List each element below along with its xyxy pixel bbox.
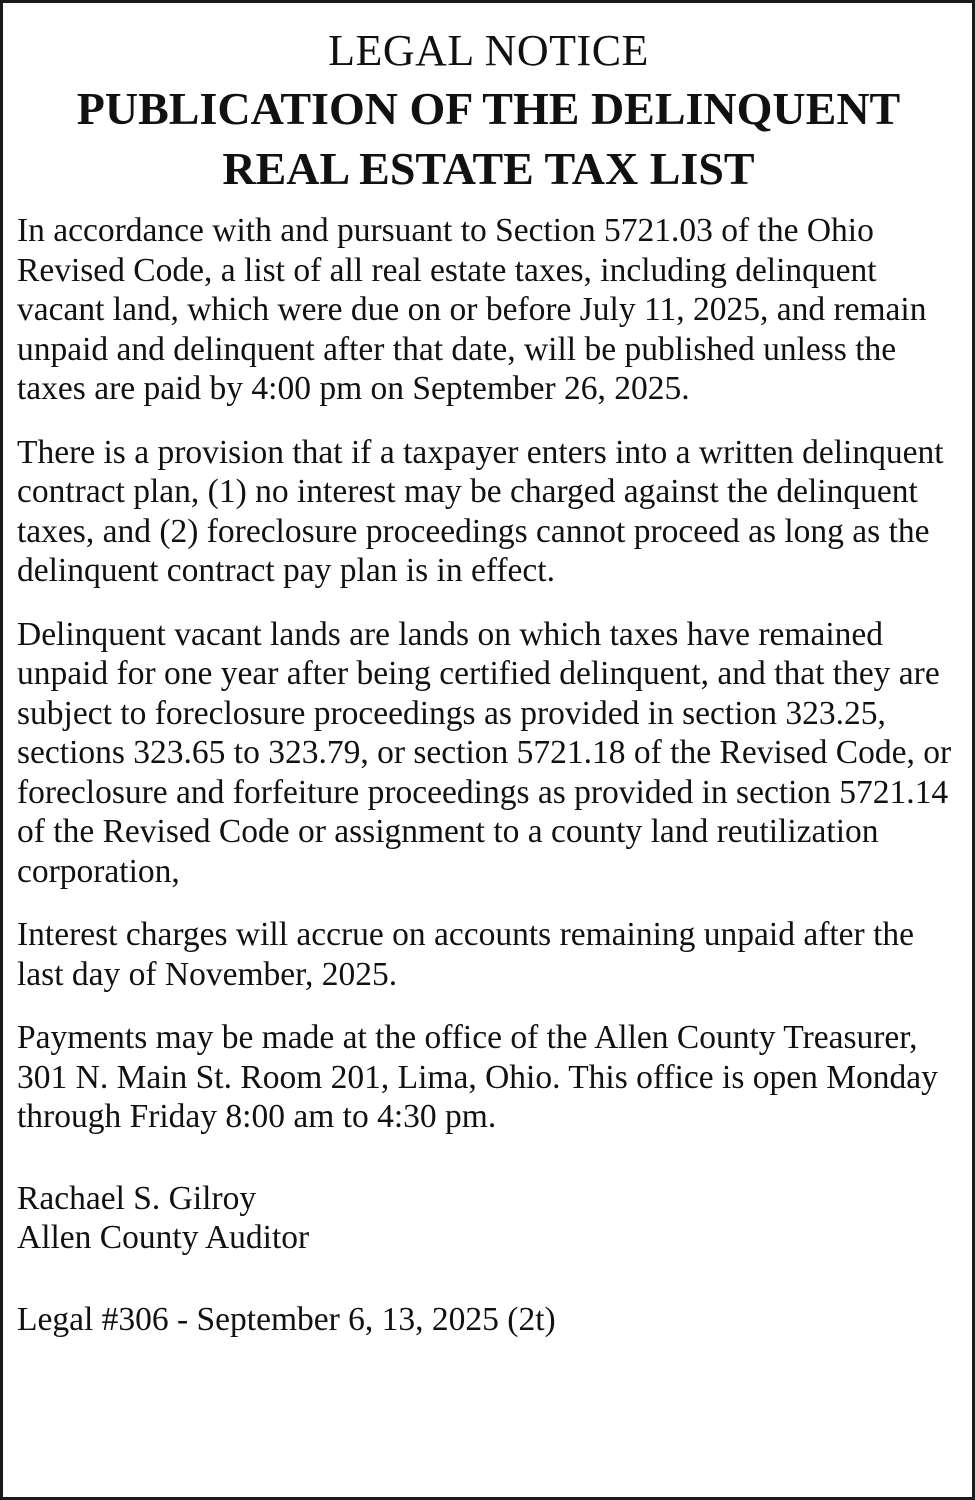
paragraph-interest-charges: Interest charges will accrue on accounts remaining unpaid after the last day of November, 2025. (17, 916, 914, 993)
paragraph-contract-plan: There is a provision that if a taxpayer enters into a written delinquent contract plan, (1) no interest may be charged against the delinquent taxes, and (2) foreclosure proceedings cannot proceed as long as the delinquent contract pay plan is in effect. (17, 433, 944, 589)
paragraph-vacant-lands: Delinquent vacant lands are lands on which taxes have remained unpaid for one year after being certified delinquent, and that they are subject to foreclosure proceedings as provided in section 323.25, sections 323.65 to 323.79, or section 5721.18 of the Revised Code, or foreclosure and forfeiture proceedings as provided in section 5721.14 of the Revised Code or assignment to a county land reutilization corporation, (17, 615, 952, 890)
notice-title-line-1: PUBLICATION OF THE DELINQUENT (76, 83, 901, 134)
signature-block (17, 1179, 960, 1258)
notice-title-line-2: REAL ESTATE TAX LIST (222, 143, 755, 194)
notice-heading: LEGAL NOTICE (328, 26, 649, 75)
signatory-name: Rachael S. Gilroy (17, 1179, 257, 1217)
signatory-title: Allen County Auditor (17, 1219, 310, 1256)
paragraph-payments: Payments may be made at the office of the Allen County Treasurer, 301 N. Main St. Room 201, Lima, Ohio. This office is open Monday through Friday 8:00 am to 4:30 pm. (17, 1019, 938, 1135)
legal-reference: Legal #306 - September 6, 13, 2025 (2t) (17, 1300, 556, 1338)
paragraph-publication-terms: In accordance with and pursuant to Section 5721.03 of the Ohio Revised Code, a list of all real estate taxes, including delinquent vacant land, which were due on or before July 11, 2025, and remain unpaid and delinquent after that date, will be published unless the taxes are paid by 4:00 pm on September 26, 2025. (17, 212, 927, 407)
